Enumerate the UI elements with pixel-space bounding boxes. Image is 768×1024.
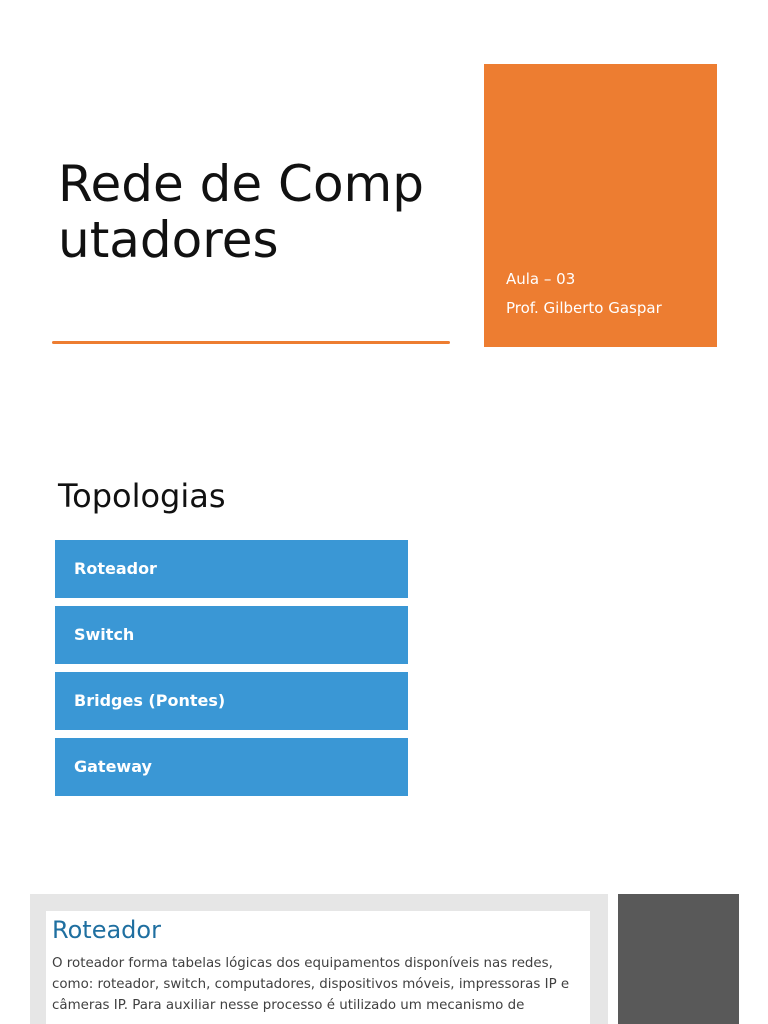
slide-roteador (30, 894, 608, 1024)
topic-item-gateway: Gateway (55, 738, 408, 796)
body-line: como: roteador, switch, computadores, dispositivos móveis, impressoras IP e (52, 977, 570, 992)
subtitle-block (506, 265, 662, 323)
body-line: câmeras IP. Para auxiliar nesse processo é utilizado um mecanismo de (52, 998, 525, 1013)
topic-item-bridges: Bridges (Pontes) (55, 672, 408, 730)
section-body (52, 953, 590, 1016)
topics-heading: Topologias (58, 477, 226, 515)
subtitle-panel (484, 64, 717, 347)
topic-list (55, 540, 408, 804)
side-panel (618, 894, 739, 1024)
topic-item-switch: Switch (55, 606, 408, 664)
title-underline (52, 341, 450, 344)
section-title: Roteador (52, 916, 161, 944)
topic-item-roteador: Roteador (55, 540, 408, 598)
professor-name: Prof. Gilberto Gaspar (506, 299, 662, 317)
content-card (46, 911, 590, 1024)
body-line: O roteador forma tabelas lógicas dos equipamentos disponíveis nas redes, (52, 956, 553, 971)
lesson-number: Aula – 03 (506, 270, 576, 288)
slide-title: Rede de Computadores (58, 155, 424, 269)
